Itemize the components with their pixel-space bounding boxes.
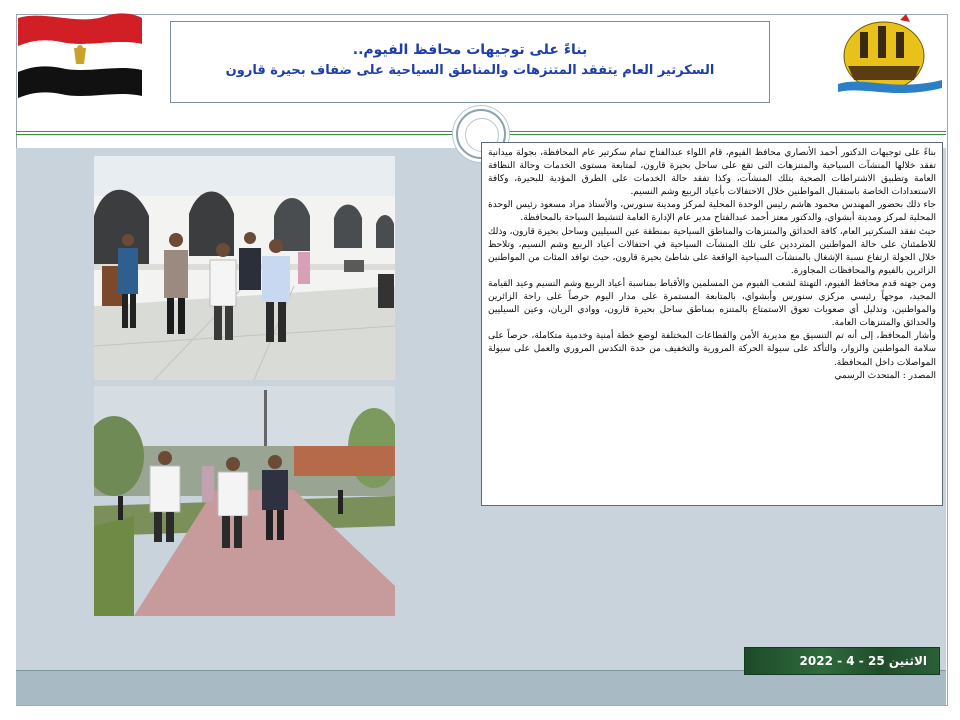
- footer-bar: [16, 670, 946, 705]
- article-paragraph: وأشار المحافظ، إلى أنه تم التنسيق مع مديرية الأمن والقطاعات المختلفة لوضع خطة أمنية وخدمية متكاملة، حرصاً على سلامة المواطنين والزوار، والتأكد على سيولة الحركة المرورية والتخفيف من حدة التكدس المروري والعمل على سيولة المواصلات داخل المحافظة.: [488, 331, 936, 368]
- egypt-flag-icon: [16, 8, 144, 102]
- title-box: [170, 21, 770, 103]
- photo-tour-courtyard: [94, 156, 395, 380]
- article-source: المصدر : المتحدث الرسمي: [834, 370, 936, 381]
- article-paragraph: حيث تفقد السكرتير العام، كافة الحدائق والمتنزهات والمناطق السياحية بمنطقة عين السيليين وساحل بحيرة قارون، وذلك للاطمئنان على حالة المواطنين المترددين على تلك المنشآت السياحية في احتفالات أعياد الربيع وشم النسيم، وتلاحظ خلال الجولة ارتفاع نسبة الإشغال بالمنشآت السياحية الواقعة على شاطئ بحيرة قارون، حيث توافد المئات من المواطنين الزائرين بالفيوم والمحافظات المجاورة.: [488, 226, 936, 276]
- article-paragraph: ومن جهته قدم محافظ الفيوم، التهنئة لشعب الفيوم من المسلمين والأقباط بمناسبة أعياد الربيع وشم النسيم وعيد القيامة المجيد، موجهاً رئيسي مركزي سنورس وأبشواي، بالمتابعة المستمرة على مدار اليوم حرصاً على راحة الزائرين والمواطنين، وتذليل أي صعوبات تعوق الاستمتاع بالمتنزه بمناطق ساحل بحيرة قارون، ووادي الريان، وعين السيليين والحدائق والمتنزهات العامة.: [488, 278, 936, 329]
- date-box: [744, 647, 940, 675]
- fayoum-governorate-logo-icon: [834, 10, 946, 102]
- headline-intro: بناءً على توجيهات محافظ الفيوم..: [352, 42, 588, 58]
- photo-tour-walkway: [94, 386, 395, 616]
- article-paragraph: جاء ذلك بحضور المهندس محمود هاشم رئيس الوحدة المحلية لمركز ومدينة سنورس، والأستاذ مراد مسعود رئيس الوحدة المحلية لمركز ومدينة أبشواي، والدكتور معتز أحمد عبدالفتاح مدير عام الإدارة العامة لتنشيط السياحة بالمحافظة.: [488, 200, 936, 224]
- article-text-box: [481, 142, 943, 506]
- publish-date: الاثنين 25 - 4 - 2022: [799, 654, 927, 668]
- headline-main: السكرتير العام يتفقد المتنزهات والمناطق السياحية على ضفاف بحيرة قارون: [225, 63, 715, 78]
- article-paragraph: بناءً على توجيهات الدكتور أحمد الأنصاري محافظ الفيوم، قام اللواء عبدالفتاح تمام سكرتير عام المحافظة، بجولة ميدانية تفقد خلالها المنشآت السياحية والمتنزهات التى تقع على ساحل بحيرة قارون، لمتابعة مستوى الخدمات وحالة النظافة العامة وتطبيق الاشتراطات الصحية بتلك المنشآت، وكذا تفقد حالة الخدمات على الطرق المؤدية للبحيرة، وكافة الاستعدادات الخاصة باستقبال المواطنين خلال الاحتفالات بأعياد الربيع وشم النسيم.: [488, 148, 936, 198]
- article-body: [488, 147, 936, 383]
